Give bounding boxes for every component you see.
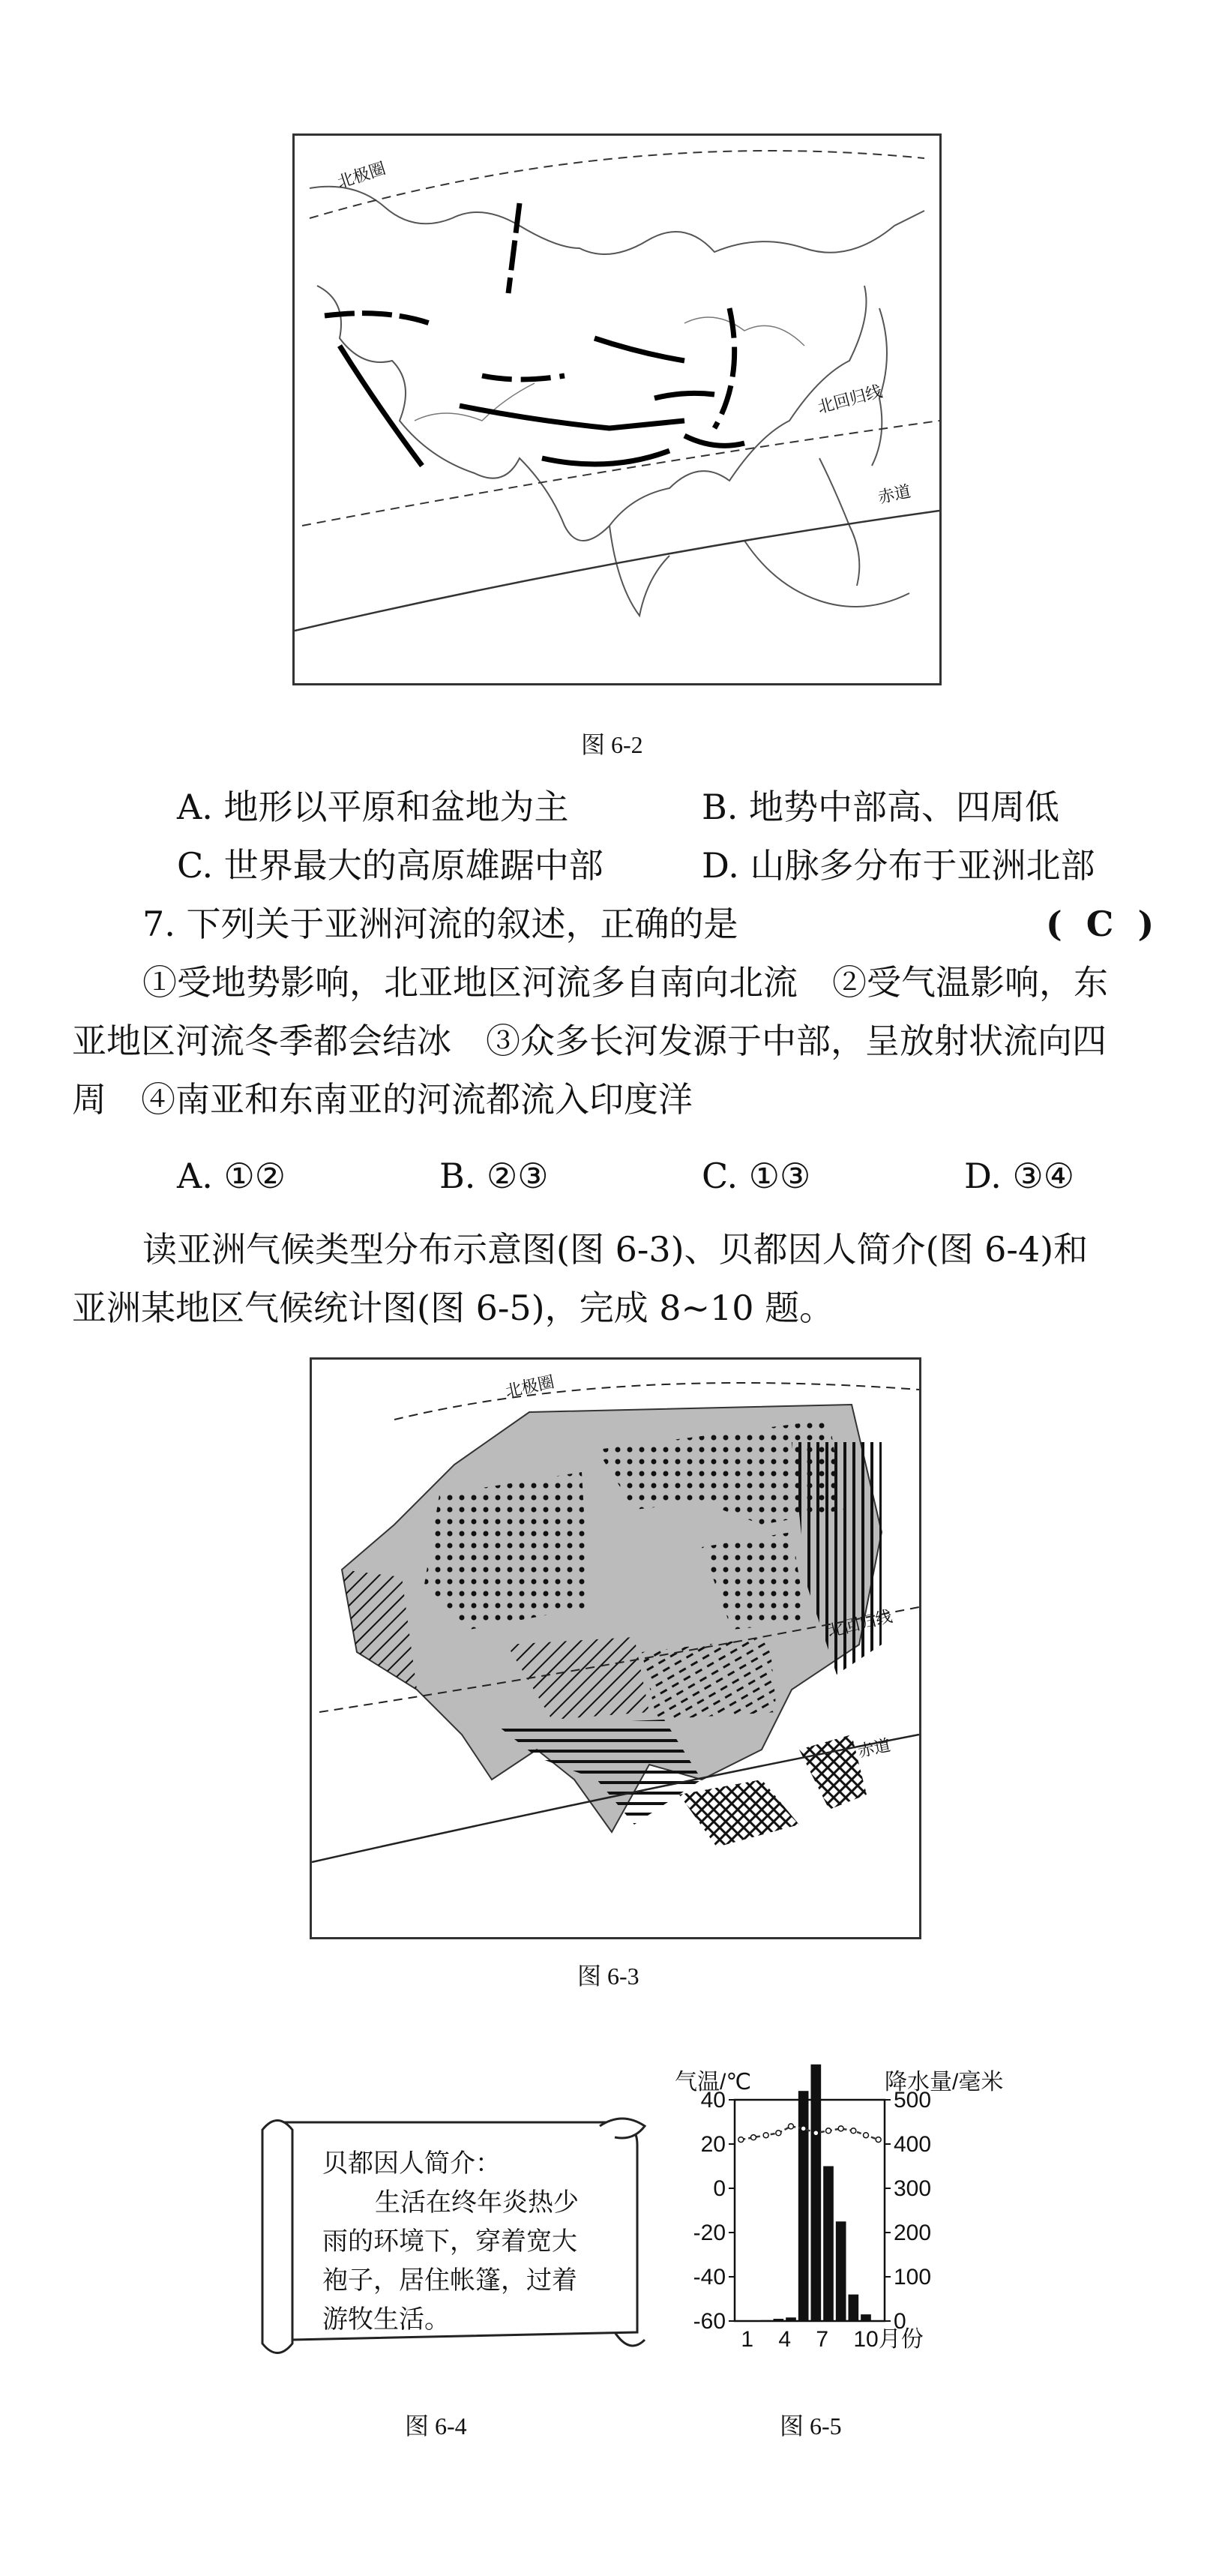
fig62-arctic-label: 北极圈 bbox=[334, 158, 388, 192]
temp-point bbox=[776, 2131, 781, 2136]
chart-plot-frame bbox=[735, 2100, 885, 2321]
temp-point bbox=[876, 2137, 881, 2143]
q6-option-c: C. 世界最大的高原雄踞中部 bbox=[177, 845, 604, 886]
temp-point bbox=[813, 2131, 819, 2136]
fig65-chart bbox=[660, 2010, 1050, 2362]
fig64-line1: 生活在终年炎热少 bbox=[375, 2188, 579, 2218]
fig63-map bbox=[310, 1357, 921, 1939]
precip-bar bbox=[823, 2167, 834, 2322]
precip-bar bbox=[761, 2320, 771, 2321]
fig63-map-drawing bbox=[312, 1360, 919, 1937]
q6-option-a: A. 地形以平原和盆地为主 bbox=[177, 787, 569, 827]
fig64-caption: 图 6-4 bbox=[405, 2413, 467, 2440]
temp-point bbox=[763, 2133, 768, 2138]
chart-x-tick-label: 10月份 bbox=[853, 2327, 924, 2352]
chart-temp-tick-label: -40 bbox=[693, 2265, 726, 2290]
precip-bar bbox=[849, 2295, 859, 2321]
chart-precip-tick-label: 500 bbox=[894, 2088, 932, 2113]
q6-option-b: B. 地势中部高、四周低 bbox=[702, 787, 1060, 827]
q7-line2: 亚地区河流冬季都会结冰 ③众多长河发源于中部，呈放射状流向四 bbox=[72, 1021, 1107, 1061]
fig65-bars bbox=[761, 2065, 871, 2321]
temp-point bbox=[738, 2137, 744, 2143]
precip-bar bbox=[861, 2314, 871, 2321]
chart-temp-tick-label: 20 bbox=[700, 2132, 726, 2157]
q7-line3: 周 ④南亚和东南亚的河流都流入印度洋 bbox=[72, 1079, 693, 1120]
q7-option-a: A. ①② bbox=[177, 1156, 286, 1196]
fig63-caption: 图 6-3 bbox=[577, 1963, 639, 1990]
temp-point bbox=[801, 2126, 806, 2131]
chart-precip-tick-label: 100 bbox=[894, 2265, 932, 2290]
q7-answer-close: ) bbox=[1137, 904, 1155, 944]
q6-option-d: D. 山脉多分布于亚洲北部 bbox=[702, 845, 1095, 886]
temp-point bbox=[826, 2128, 831, 2134]
q7-option-d: D. ③④ bbox=[964, 1156, 1074, 1196]
q7-option-b: B. ②③ bbox=[439, 1156, 549, 1196]
q7-stem: 7. 下列关于亚洲河流的叙述，正确的是 bbox=[142, 904, 738, 944]
chart-temp-tick-label: 0 bbox=[713, 2176, 726, 2201]
fig64-line4: 游牧生活。 bbox=[322, 2305, 450, 2335]
chart-ylabel-left: 气温/℃ bbox=[675, 2070, 752, 2095]
precip-bar bbox=[836, 2221, 846, 2321]
fig64-line2: 雨的环境下，穿着宽大 bbox=[322, 2227, 577, 2257]
chart-precip-tick-label: 300 bbox=[894, 2176, 932, 2201]
intro-line2: 亚洲某地区气候统计图(图 6-5)，完成 8~10 题。 bbox=[72, 1288, 834, 1328]
chart-temp-tick-label: -60 bbox=[693, 2309, 726, 2334]
fig62-map-drawing bbox=[295, 136, 939, 683]
temp-line bbox=[741, 2126, 878, 2140]
chart-x-tick-label: 1 bbox=[741, 2327, 754, 2352]
q7-answer-letter: C bbox=[1086, 904, 1114, 944]
q7-answer bbox=[1046, 903, 1154, 946]
fig64-title: 贝都因人简介： bbox=[322, 2149, 501, 2179]
intro-line1: 读亚洲气候类型分布示意图(图 6-3)、贝都因人简介(图 6-4)和 bbox=[142, 1229, 1089, 1270]
precip-bar bbox=[811, 2065, 822, 2321]
q7-option-c: C. ①③ bbox=[702, 1156, 811, 1196]
q7-answer-open: ( bbox=[1046, 904, 1062, 944]
chart-temp-tick-label: 40 bbox=[700, 2088, 726, 2113]
fig65-caption: 图 6-5 bbox=[780, 2413, 842, 2440]
fig63-arctic-label: 北极圈 bbox=[503, 1372, 556, 1401]
temp-point bbox=[789, 2124, 794, 2129]
temp-point bbox=[851, 2128, 856, 2134]
temp-point bbox=[864, 2133, 869, 2138]
q7-line1: ①受地势影响，北亚地区河流多自南向北流 ②受气温影响，东 bbox=[142, 962, 1108, 1003]
precip-bar bbox=[774, 2319, 784, 2321]
fig65-temp-line bbox=[738, 2124, 881, 2143]
fig63-tropic-label: 北回归线 bbox=[825, 1606, 894, 1641]
fig62-equator-label: 赤道 bbox=[876, 481, 913, 507]
precip-bar bbox=[786, 2317, 796, 2321]
fig62-map bbox=[292, 133, 942, 685]
fig63-equator-label: 赤道 bbox=[855, 1735, 893, 1761]
temp-point bbox=[838, 2126, 843, 2131]
fig64-line3: 袍子，居住帐篷，过着 bbox=[322, 2266, 577, 2296]
chart-precip-tick-label: 400 bbox=[894, 2132, 932, 2157]
chart-precip-tick-label: 200 bbox=[894, 2221, 932, 2245]
fig62-tropic-label: 北回归线 bbox=[815, 381, 885, 417]
fig62-caption: 图 6-2 bbox=[581, 731, 643, 758]
chart-x-tick-label: 7 bbox=[816, 2327, 829, 2352]
temp-point bbox=[751, 2135, 756, 2140]
chart-ylabel-right: 降水量/毫米 bbox=[885, 2070, 1004, 2095]
chart-precip-tick-label: 0 bbox=[894, 2309, 906, 2334]
chart-temp-tick-label: -20 bbox=[693, 2221, 726, 2245]
chart-x-tick-label: 4 bbox=[778, 2327, 792, 2352]
